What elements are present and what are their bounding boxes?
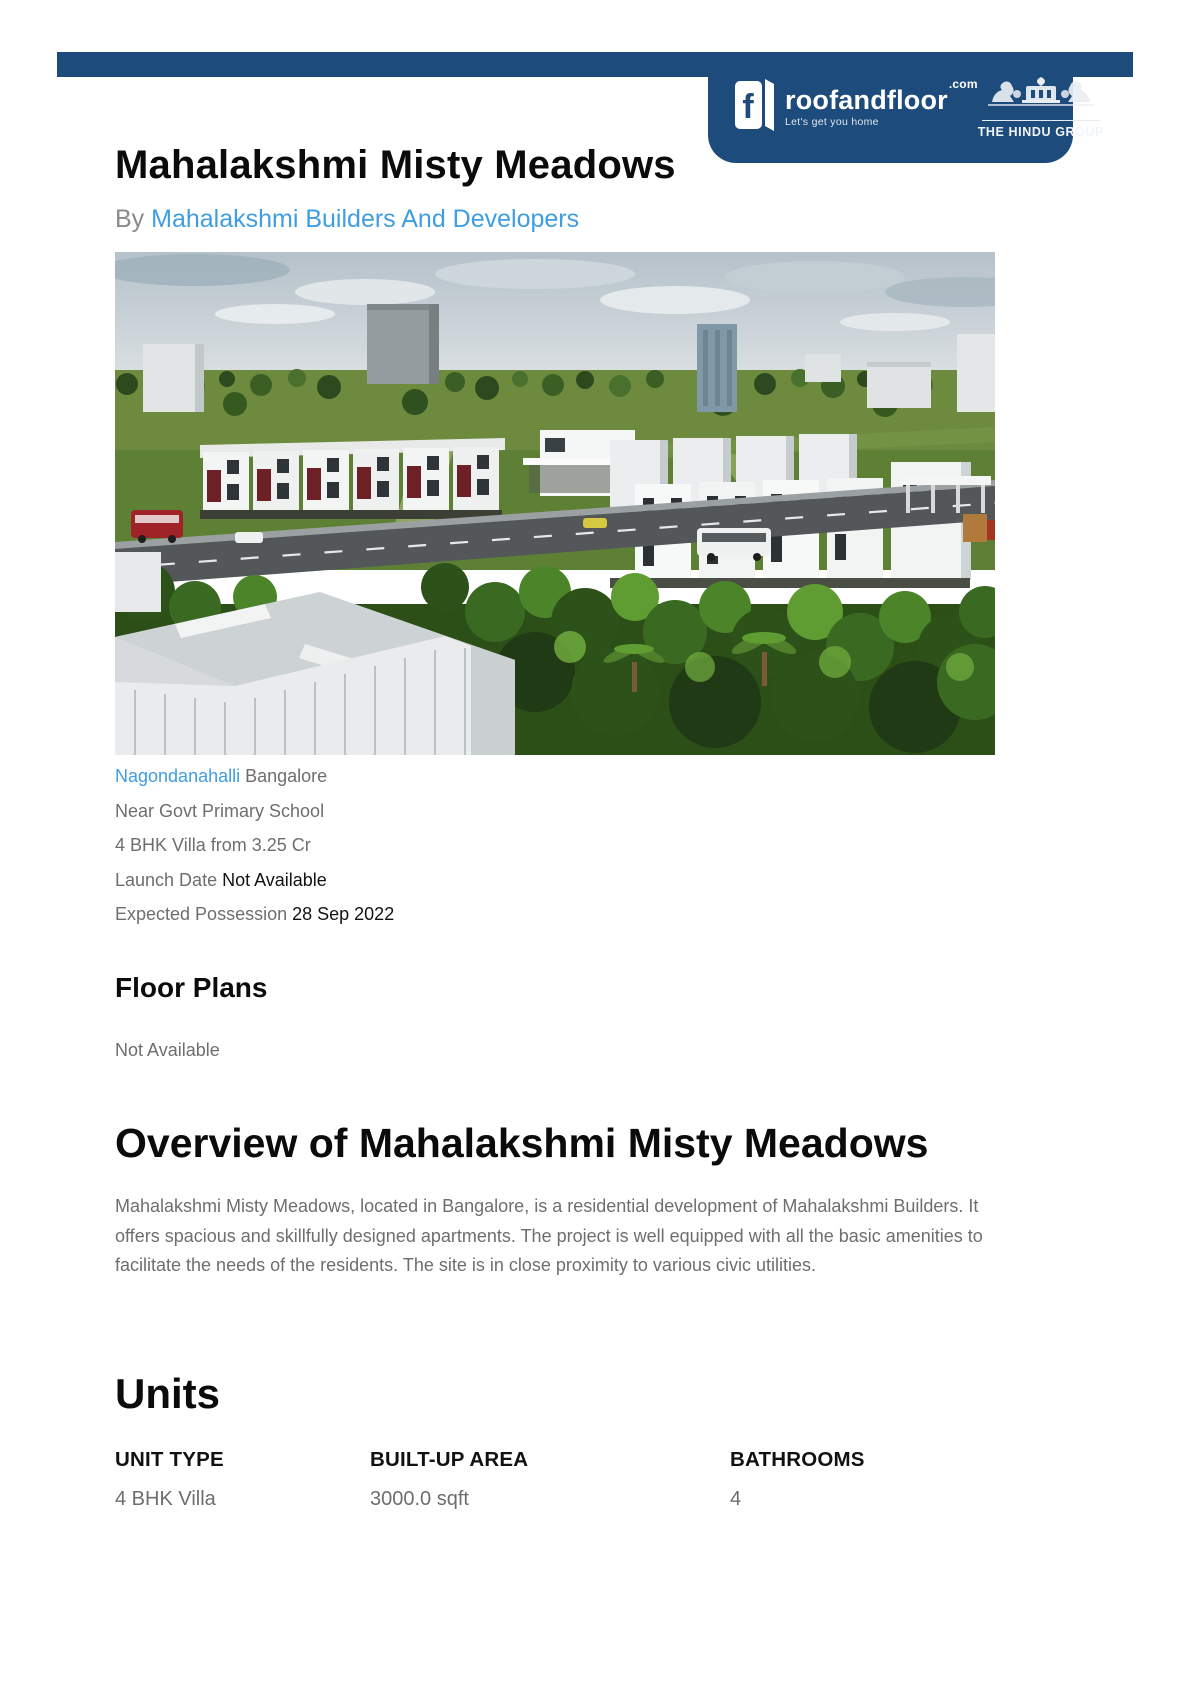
column-header-built-up-area: BUILT-UP AREA bbox=[370, 1448, 529, 1471]
units-header-row bbox=[115, 1448, 995, 1472]
column-header-bathrooms: BATHROOMS bbox=[730, 1448, 865, 1471]
built-up-area-value: 3000.0 sqft bbox=[370, 1488, 469, 1510]
unit-type-value: 4 BHK Villa bbox=[115, 1488, 216, 1510]
white-car bbox=[235, 532, 263, 543]
units-value-row bbox=[115, 1488, 995, 1511]
builder-link[interactable]: Mahalakshmi Builders And Developers bbox=[151, 205, 580, 233]
launch-value: Not Available bbox=[222, 869, 327, 890]
brand-tld: .com bbox=[948, 77, 978, 92]
hindu-crest-icon bbox=[986, 76, 1096, 117]
floor-plans-heading: Floor Plans bbox=[115, 972, 268, 1003]
city-text: Bangalore bbox=[240, 766, 328, 786]
by-prefix: By bbox=[115, 205, 152, 233]
column-header-unit-type: UNIT TYPE bbox=[115, 1448, 224, 1471]
bathrooms-value: 4 bbox=[730, 1488, 742, 1510]
locality-link[interactable]: Nagondanahalli bbox=[115, 766, 241, 786]
overview-paragraph: Mahalakshmi Misty Meadows, located in Bangalore, is a residential development of Mahalakshmi Builders. It offers spacious and skillfully designed apartments. The project is well equipped with all the basic amenities to facilitate the needs of the residents. The site is in close proximity to various civic utilities. bbox=[115, 1196, 983, 1275]
landmark-line: Near Govt Primary School bbox=[115, 800, 325, 821]
svg-text:f: f bbox=[742, 88, 754, 126]
location-line bbox=[115, 766, 394, 801]
sky bbox=[115, 252, 995, 387]
floor-plans-value: Not Available bbox=[115, 1040, 220, 1060]
property-rendering bbox=[115, 252, 995, 755]
units-heading: Units bbox=[115, 1370, 220, 1417]
hindu-group-logo bbox=[978, 76, 1104, 139]
side-building bbox=[115, 552, 161, 612]
launch-line bbox=[115, 870, 394, 905]
hindu-divider bbox=[982, 120, 1100, 121]
yellow-car bbox=[583, 518, 607, 528]
project-details bbox=[115, 766, 394, 939]
overview-heading: Overview of Mahalakshmi Misty Meadows bbox=[115, 1120, 929, 1166]
units-table bbox=[115, 1448, 995, 1511]
launch-label: Launch Date bbox=[115, 869, 223, 890]
brand-tagline: Let's get you home bbox=[785, 116, 879, 129]
roofandfloor-logo bbox=[734, 77, 978, 138]
header-logo-box bbox=[708, 52, 1105, 163]
possession-label: Expected Possession bbox=[115, 904, 293, 924]
brand-name: roofandfloor bbox=[785, 85, 948, 116]
byline bbox=[115, 205, 579, 234]
door-icon bbox=[734, 77, 776, 138]
offer-line: 4 BHK Villa from 3.25 Cr bbox=[115, 835, 311, 855]
hindu-group-name: THE HINDU GROUP bbox=[977, 125, 1105, 139]
possession-value: 28 Sep 2022 bbox=[292, 904, 395, 924]
possession-line bbox=[115, 904, 394, 939]
page-title: Mahalakshmi Misty Meadows bbox=[115, 143, 676, 187]
